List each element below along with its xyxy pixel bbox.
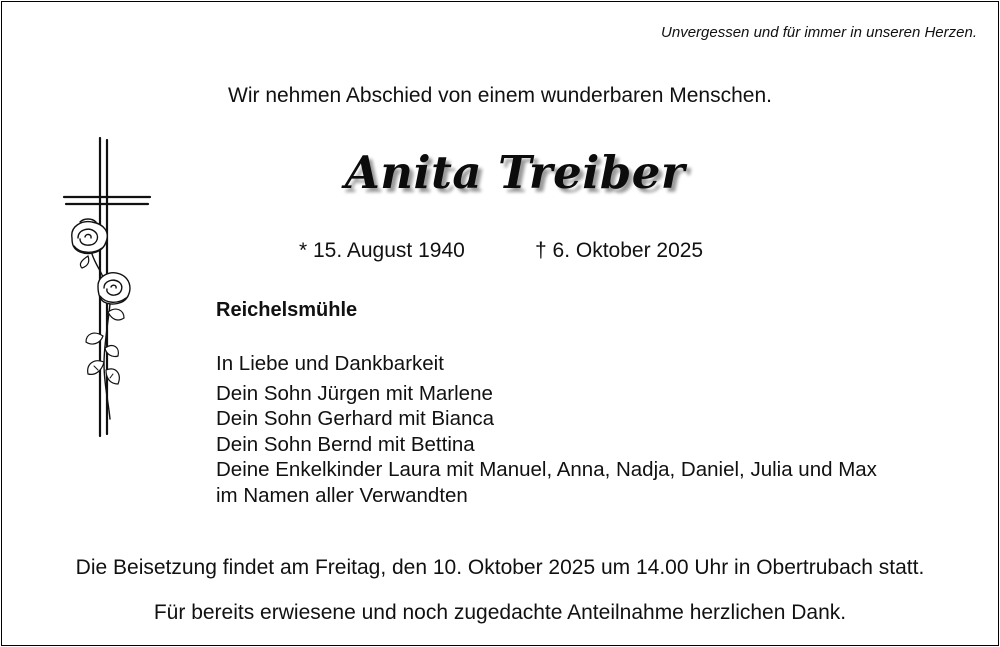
- motto-text: Unvergessen und für immer in unseren Herzen.: [661, 24, 977, 41]
- mourners-block: [216, 351, 877, 508]
- birth-date: * 15. August 1940: [299, 239, 465, 262]
- mourner-line: Deine Enkelkinder Laura mit Manuel, Anna, Nadja, Daniel, Julia und Max: [216, 458, 877, 481]
- mourner-line: Dein Sohn Bernd mit Bettina: [216, 432, 475, 456]
- residence-place: Reichelsmühle: [216, 299, 358, 321]
- mourner-line: Dein Sohn Gerhard mit Bianca: [216, 407, 495, 430]
- thanks-note: Für bereits erwiesene und noch zugedachte Anteilnahme herzlichen Dank.: [153, 601, 847, 624]
- mourner-line: Dein Sohn Jürgen mit Marlene: [216, 381, 493, 405]
- intro-text: Wir nehmen Abschied von einem wunderbaren Menschen.: [228, 84, 772, 107]
- mourner-line: im Namen aller Verwandten: [216, 483, 468, 507]
- funeral-notice: Die Beisetzung findet am Freitag, den 10. Oktober 2025 um 14.00 Uhr in Obertrubach statt.: [75, 556, 925, 579]
- death-date: † 6. Oktober 2025: [535, 239, 704, 262]
- mourners-greeting: In Liebe und Dankbarkeit: [216, 352, 444, 375]
- cross-with-roses-icon: [58, 134, 158, 444]
- deceased-name: Anita Treiber: [344, 146, 686, 199]
